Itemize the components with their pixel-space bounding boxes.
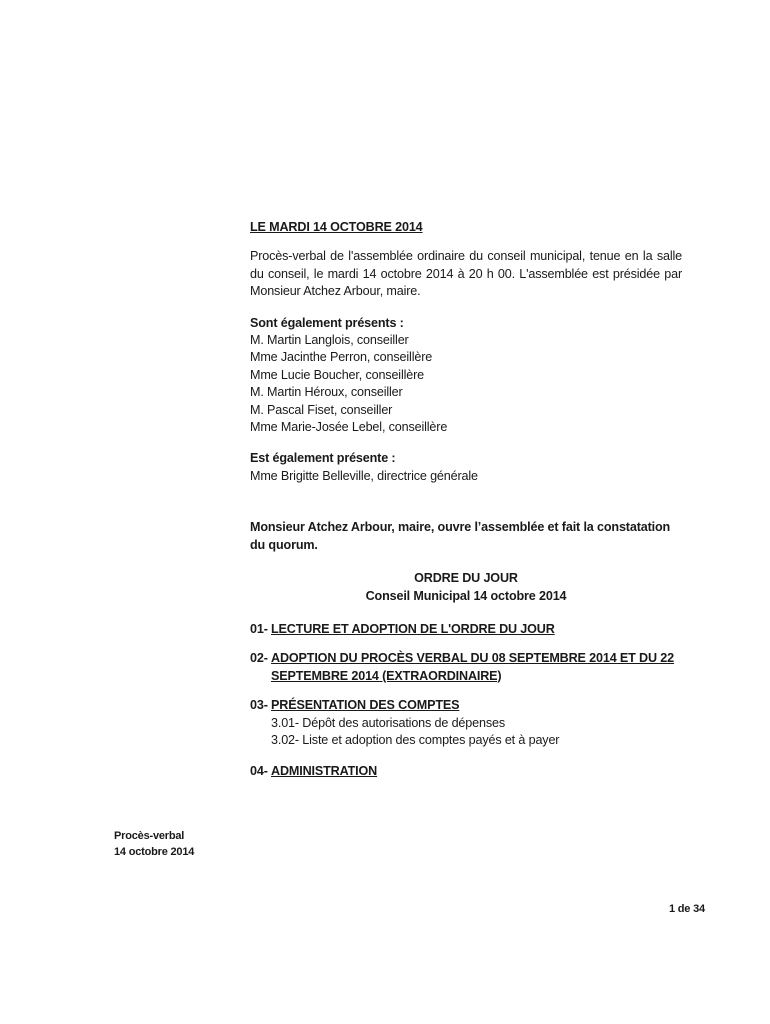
agenda-item-title: ADMINISTRATION <box>271 764 378 779</box>
agenda-item <box>250 763 682 780</box>
agenda-item-title: PRÉSENTATION DES COMPTES <box>271 698 460 713</box>
agenda-subitem: 3.02- Liste et adoption des comptes payés et à payer <box>271 732 560 747</box>
opening-statement: Monsieur Atchez Arbour, maire, ouvre l’assemblée et fait la constatation du quorum. <box>250 520 671 552</box>
minutes-body <box>250 219 682 793</box>
footer-date: 14 octobre 2014 <box>114 846 195 858</box>
agenda-subitem: 3.01- Dépôt des autorisations de dépenses <box>271 715 505 730</box>
member-line: M. Martin Héroux, conseiller <box>250 385 403 400</box>
present-title: Sont également présents : <box>250 315 404 330</box>
member-line: Mme Jacinthe Perron, conseillère <box>250 350 433 365</box>
footer-label <box>114 828 194 860</box>
agenda-item-number: 02- <box>250 651 268 666</box>
page-number: 1 de 34 <box>669 903 705 915</box>
agenda-subitems <box>250 715 682 750</box>
member-line: Mme Brigitte Belleville, directrice générale <box>250 468 478 483</box>
also-present <box>250 450 682 485</box>
member-line: Mme Lucie Boucher, conseillère <box>250 367 425 382</box>
agenda-item-number: 03- <box>250 698 268 713</box>
agenda-list <box>250 621 682 781</box>
agenda-item <box>250 621 682 638</box>
also-present-title: Est également présente : <box>250 451 396 466</box>
footer-doc-type: Procès-verbal <box>114 830 185 842</box>
agenda-item-number: 01- <box>250 621 268 636</box>
member-line: M. Pascal Fiset, conseiller <box>250 402 393 417</box>
member-line: Mme Marie-Josée Lebel, conseillère <box>250 420 448 435</box>
agenda-title: ORDRE DU JOUR <box>414 571 518 586</box>
agenda-item <box>250 650 682 685</box>
agenda-item-title: LECTURE ET ADOPTION DE L'ORDRE DU JOUR <box>271 621 555 636</box>
agenda-subtitle: Conseil Municipal 14 octobre 2014 <box>365 588 567 603</box>
agenda-item <box>250 697 682 714</box>
present-members <box>250 315 682 437</box>
agenda-item-title: ADOPTION DU PROCÈS VERBAL DU 08 SEPTEMBRE 2014 ET DU 22 SEPTEMBRE 2014 (EXTRAORDINAIRE) <box>271 651 675 683</box>
member-line: M. Martin Langlois, conseiller <box>250 333 409 348</box>
intro-paragraph: Procès-verbal de l'assemblée ordinaire du conseil municipal, tenue en la salle du conseil, le mardi 14 octobre 2014 à 20 h 00. L'assemblée est présidée par Monsieur Atchez Arbour, maire. <box>250 249 682 299</box>
meeting-date-heading: LE MARDI 14 OCTOBRE 2014 <box>250 220 423 234</box>
agenda-item-number: 04- <box>250 764 268 779</box>
